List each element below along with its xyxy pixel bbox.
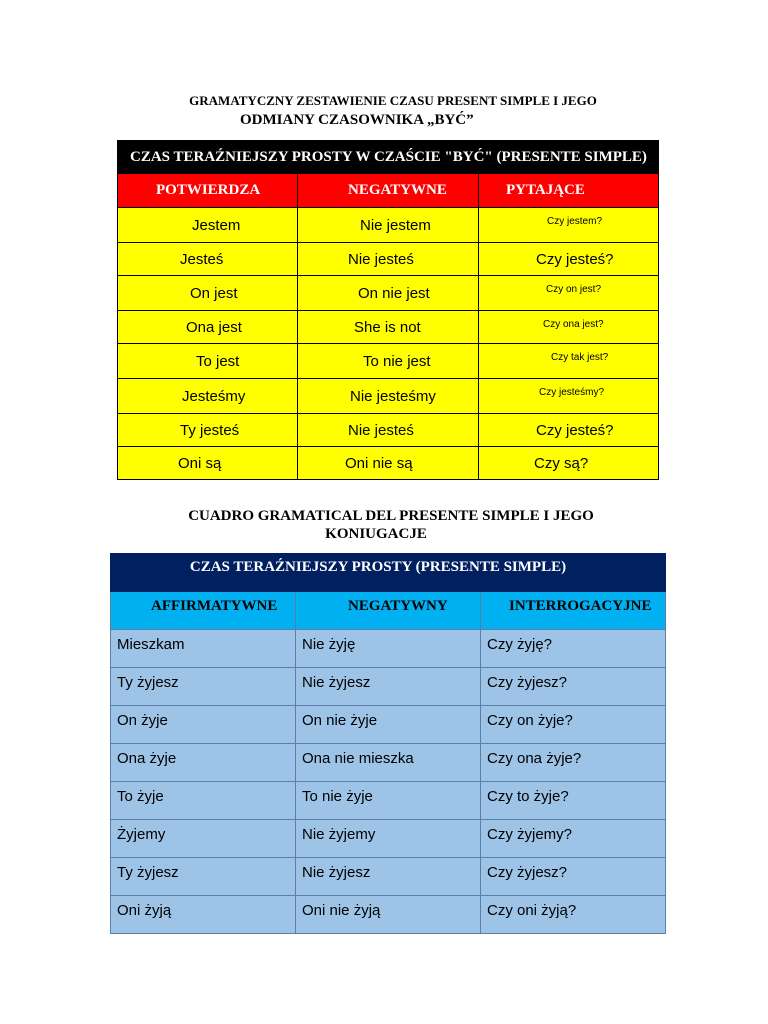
- table-cell: Czy ona żyje?: [481, 744, 666, 782]
- table-cell: Czy jesteś?: [479, 243, 659, 276]
- table-cell: Czy jesteś?: [479, 414, 659, 447]
- table-cell: Jestem: [117, 208, 298, 243]
- table2-col-header: INTERROGACYJNE: [481, 592, 666, 630]
- table-cell: Oni żyją: [110, 896, 296, 934]
- table-cell: To nie żyje: [296, 782, 481, 820]
- table-row: [117, 344, 659, 379]
- table-cell: Ty jesteś: [117, 414, 298, 447]
- table-row: [110, 668, 666, 706]
- table-row: [117, 379, 659, 414]
- document-title-line1: GRAMATYCZNY ZESTAWIENIE CZASU PRESENT SIMPLE I JEGO: [189, 93, 597, 108]
- table-cell: Mieszkam: [110, 630, 296, 668]
- table-row: [117, 208, 659, 243]
- table-cell: She is not: [298, 311, 479, 344]
- byc-conjugation-table: [117, 140, 659, 480]
- table-cell: Nie jesteś: [298, 414, 479, 447]
- table1-col-header: PYTAJĄCE: [479, 174, 659, 208]
- table-cell: Nie żyjesz: [296, 668, 481, 706]
- table-cell: Czy są?: [479, 447, 659, 480]
- table-cell: Czy to żyje?: [481, 782, 666, 820]
- table-cell: On nie żyje: [296, 706, 481, 744]
- table-row: [117, 447, 659, 480]
- table-cell: Czy żyję?: [481, 630, 666, 668]
- table-cell: Nie jesteś: [298, 243, 479, 276]
- table2-col-header: NEGATYWNY: [296, 592, 481, 630]
- table-cell: Nie żyję: [296, 630, 481, 668]
- table2-body: [110, 630, 666, 934]
- table-cell: To żyje: [110, 782, 296, 820]
- table-cell: Ona nie mieszka: [296, 744, 481, 782]
- table-cell: Jesteś: [117, 243, 298, 276]
- table2-column-headers: [110, 592, 666, 630]
- table-row: [110, 820, 666, 858]
- table-cell: Czy ona jest?: [479, 311, 659, 344]
- table-row: [110, 896, 666, 934]
- table1-col-header: POTWIERDZA: [117, 174, 298, 208]
- table-cell: Nie żyjesz: [296, 858, 481, 896]
- table-row: [110, 744, 666, 782]
- present-simple-table: [110, 553, 666, 934]
- table-cell: To jest: [117, 344, 298, 379]
- table-cell: Oni nie są: [298, 447, 479, 480]
- table-cell: Nie żyjemy: [296, 820, 481, 858]
- second-title: [0, 507, 768, 543]
- table-cell: Czy żyjesz?: [481, 668, 666, 706]
- table1-body: [117, 208, 659, 480]
- table-cell: Żyjemy: [110, 820, 296, 858]
- table-cell: Czy żyjemy?: [481, 820, 666, 858]
- table-cell: Ona jest: [117, 311, 298, 344]
- table-cell: Nie jestem: [298, 208, 479, 243]
- table-cell: Czy żyjesz?: [481, 858, 666, 896]
- document-title-line2: ODMIANY CZASOWNIKA „BYĆ”: [240, 112, 474, 128]
- table-row: [110, 630, 666, 668]
- table-row: [117, 311, 659, 344]
- table-cell: Jesteśmy: [117, 379, 298, 414]
- table1-column-headers: [117, 174, 659, 208]
- table-cell: Ona żyje: [110, 744, 296, 782]
- table-cell: Oni są: [117, 447, 298, 480]
- table-cell: Ty żyjesz: [110, 668, 296, 706]
- table-cell: Czy oni żyją?: [481, 896, 666, 934]
- table-cell: On nie jest: [298, 276, 479, 311]
- table-cell: Czy jesteśmy?: [479, 379, 659, 414]
- second-title-line2: KONIUGACJE: [325, 526, 427, 542]
- table-row: [110, 706, 666, 744]
- table-row: [117, 414, 659, 447]
- table1-header: CZAS TERAŹNIEJSZY PROSTY W CZAŚCIE "BYĆ" (PRESENTE SIMPLE): [117, 140, 659, 174]
- table-cell: Czy on żyje?: [481, 706, 666, 744]
- table-cell: On jest: [117, 276, 298, 311]
- table-row: [110, 858, 666, 896]
- table-cell: Nie jesteśmy: [298, 379, 479, 414]
- table2-header: CZAS TERAŹNIEJSZY PROSTY (PRESENTE SIMPLE): [110, 553, 666, 592]
- table2-col-header: AFFIRMATYWNE: [110, 592, 296, 630]
- table-cell: Czy tak jest?: [479, 344, 659, 379]
- table-cell: Czy jestem?: [479, 208, 659, 243]
- table-row: [110, 782, 666, 820]
- table-row: [117, 243, 659, 276]
- table-cell: On żyje: [110, 706, 296, 744]
- table-cell: To nie jest: [298, 344, 479, 379]
- table-cell: Oni nie żyją: [296, 896, 481, 934]
- table-row: [117, 276, 659, 311]
- second-title-line1: CUADRO GRAMATICAL DEL PRESENTE SIMPLE I JEGO: [188, 508, 594, 524]
- table-cell: Czy on jest?: [479, 276, 659, 311]
- table-cell: Ty żyjesz: [110, 858, 296, 896]
- table1-col-header: NEGATYWNE: [298, 174, 479, 208]
